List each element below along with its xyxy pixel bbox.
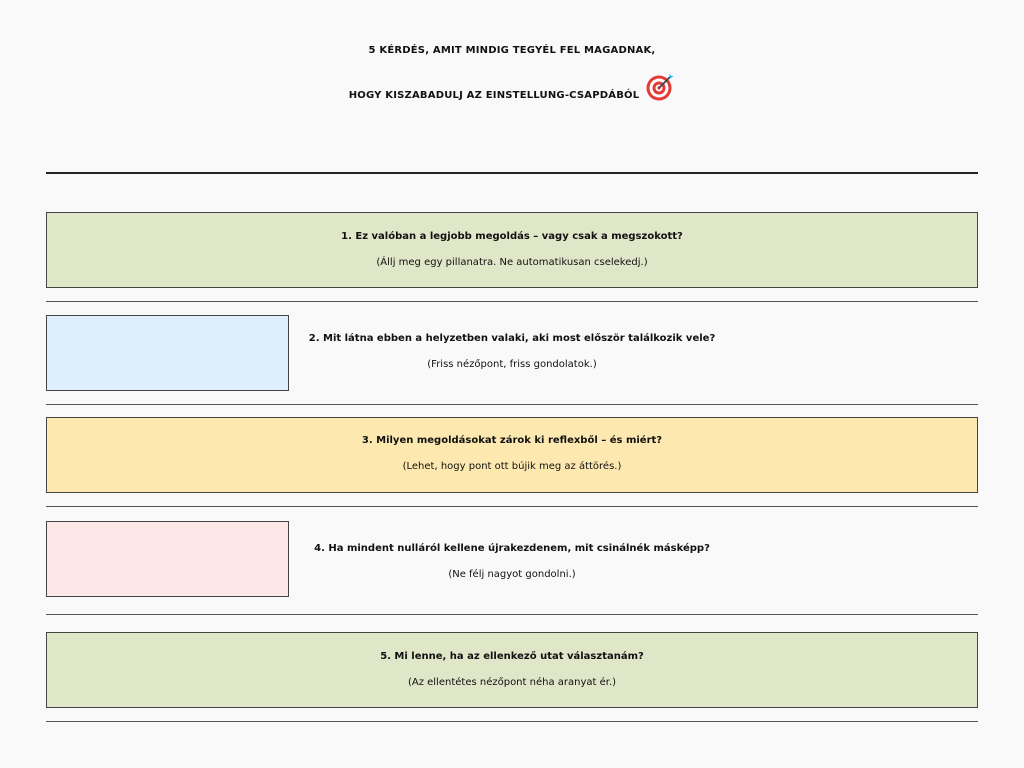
- title-line-2: HOGY KISZABADULJ AZ EINSTELLUNG-CSAPDÁBÓL: [348, 90, 640, 101]
- divider-2: [46, 404, 978, 405]
- question-5-hint: (Az ellentétes nézőpont néha aranyat ér.): [407, 677, 617, 688]
- question-3-hint: (Lehet, hogy pont ott bújik meg az áttörés.): [402, 461, 622, 472]
- question-3-text: 3. Milyen megoldásokat zárok ki reflexből – és miért?: [361, 435, 663, 446]
- question-1: [46, 224, 978, 276]
- question-2: [46, 326, 978, 378]
- question-5: [46, 644, 978, 696]
- question-2-hint: (Friss nézőpont, friss gondolatok.): [427, 359, 597, 370]
- question-5-text: 5. Mi lenne, ha az ellenkező utat választanám?: [380, 651, 644, 662]
- question-1-hint: (Állj meg egy pillanatra. Ne automatikusan cselekedj.): [376, 257, 648, 268]
- title-line-2-wrap: [40, 72, 984, 117]
- question-4: [46, 536, 978, 588]
- divider-3: [46, 506, 978, 507]
- divider-5: [46, 721, 978, 722]
- divider-4: [46, 614, 978, 615]
- divider-1: [46, 301, 978, 302]
- question-4-hint: (Ne félj nagyot gondolni.): [448, 569, 576, 580]
- question-1-text: 1. Ez valóban a legjobb megoldás – vagy csak a megszokott?: [341, 231, 683, 242]
- page-title: [40, 30, 984, 117]
- question-2-text: 2. Mit látna ebben a helyzetben valaki, aki most először találkozik vele?: [308, 333, 716, 344]
- target-icon: [645, 72, 675, 102]
- title-line-1: 5 KÉRDÉS, AMIT MINDIG TEGYÉL FEL MAGADNAK,: [368, 45, 656, 56]
- question-3: [46, 428, 978, 480]
- title-divider: [46, 172, 978, 174]
- question-4-text: 4. Ha mindent nulláról kellene újrakezdenem, mit csinálnék másképp?: [314, 543, 710, 554]
